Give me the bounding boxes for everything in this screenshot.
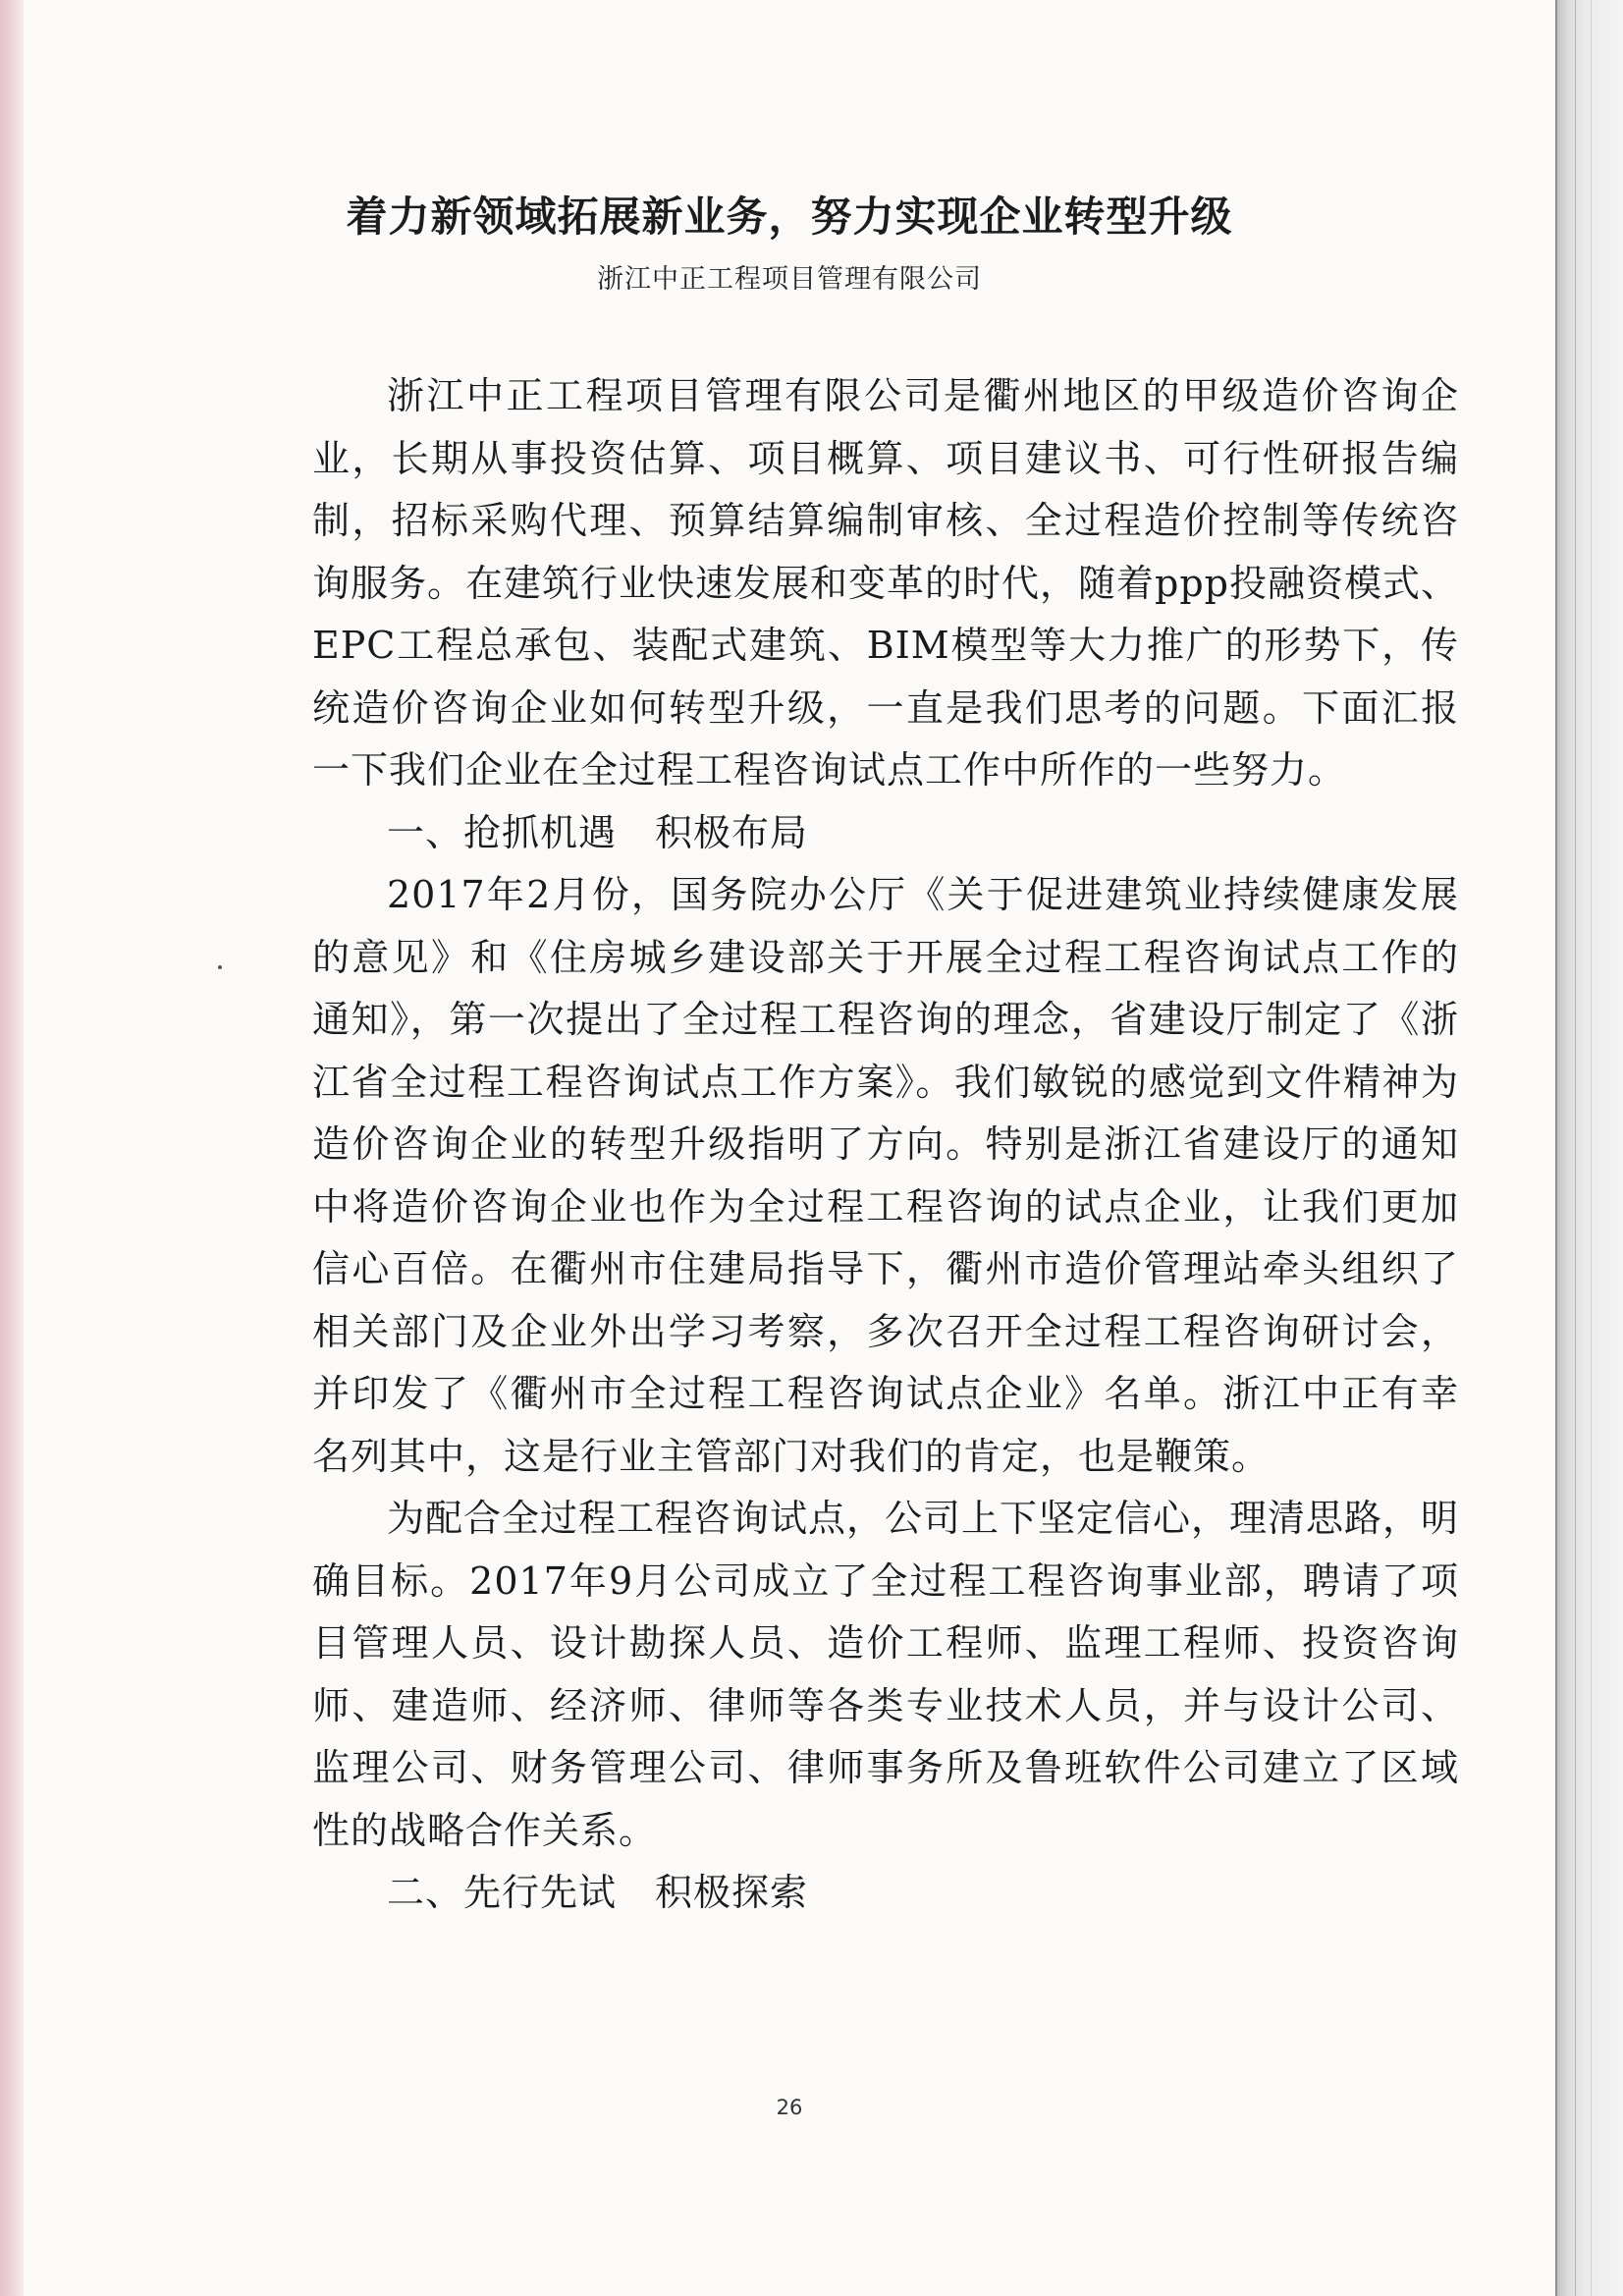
- page-edge-line: [1555, 0, 1557, 2296]
- paragraph-section1-b: 为配合全过程工程咨询试点，公司上下坚定信心，理清思路，明确目标。2017年9月公司成立了全过程工程咨询事业部，聘请了项目管理人员、设计勘探人员、造价工程师、监理工程师、投资咨询师、建造师、经济师、律师等各类专业技术人员，并与设计公司、监理公司、财务管理公司、律师事务所及鲁班软件公司建立了区域性的战略合作关系。: [312, 1497, 1460, 1852]
- scan-margin-right: [1555, 0, 1623, 2296]
- section-heading-2: 二、先行先试 积极探索: [387, 1871, 809, 1914]
- scan-speck: [218, 965, 222, 969]
- page-edge-line: [1575, 0, 1576, 2296]
- scan-margin-left: [0, 0, 24, 2296]
- page-number: 26: [776, 2096, 803, 2119]
- document-body: [312, 365, 1459, 1925]
- section-heading-1: 一、抢抓机遇 积极布局: [387, 810, 809, 854]
- document-title: 着力新领域拓展新业务，努力实现企业转型升级: [346, 192, 1233, 241]
- paragraph-section1-a: 2017年2月份，国务院办公厅《关于促进建筑业持续健康发展的意见》和《住房城乡建设部关于开展全过程工程咨询试点工作的通知》，第一次提出了全过程工程咨询的理念，省建设厅制定了《浙江省全过程工程咨询试点工作方案》。我们敏锐的感觉到文件精神为造价咨询企业的转型升级指明了方向。特别是浙江省建设厅的通知中将造价咨询企业也作为全过程工程咨询的试点企业，让我们更加信心百倍。在衢州市住建局指导下，衢州市造价管理站牵头组织了相关部门及企业外出学习考察，多次召开全过程工程咨询研讨会，并印发了《衢州市全过程工程咨询试点企业》名单。浙江中正有幸名列其中，这是行业主管部门对我们的肯定，也是鞭策。: [312, 873, 1459, 1478]
- document-author: 浙江中正工程项目管理有限公司: [597, 264, 982, 295]
- paragraph-intro: 浙江中正工程项目管理有限公司是衢州地区的甲级造价咨询企业，长期从事投资估算、项目概算、项目建议书、可行性研报告编制，招标采购代理、预算结算编制审核、全过程造价控制等传统咨询服务。在建筑行业快速发展和变革的时代，随着ppp投融资模式、EPC工程总承包、装配式建筑、BIM模型等大力推广的形势下，传统造价咨询企业如何转型升级，一直是我们思考的问题。下面汇报一下我们企业在全过程工程咨询试点工作中所作的一些努力。: [312, 374, 1459, 792]
- page-edge-line: [1591, 0, 1592, 2296]
